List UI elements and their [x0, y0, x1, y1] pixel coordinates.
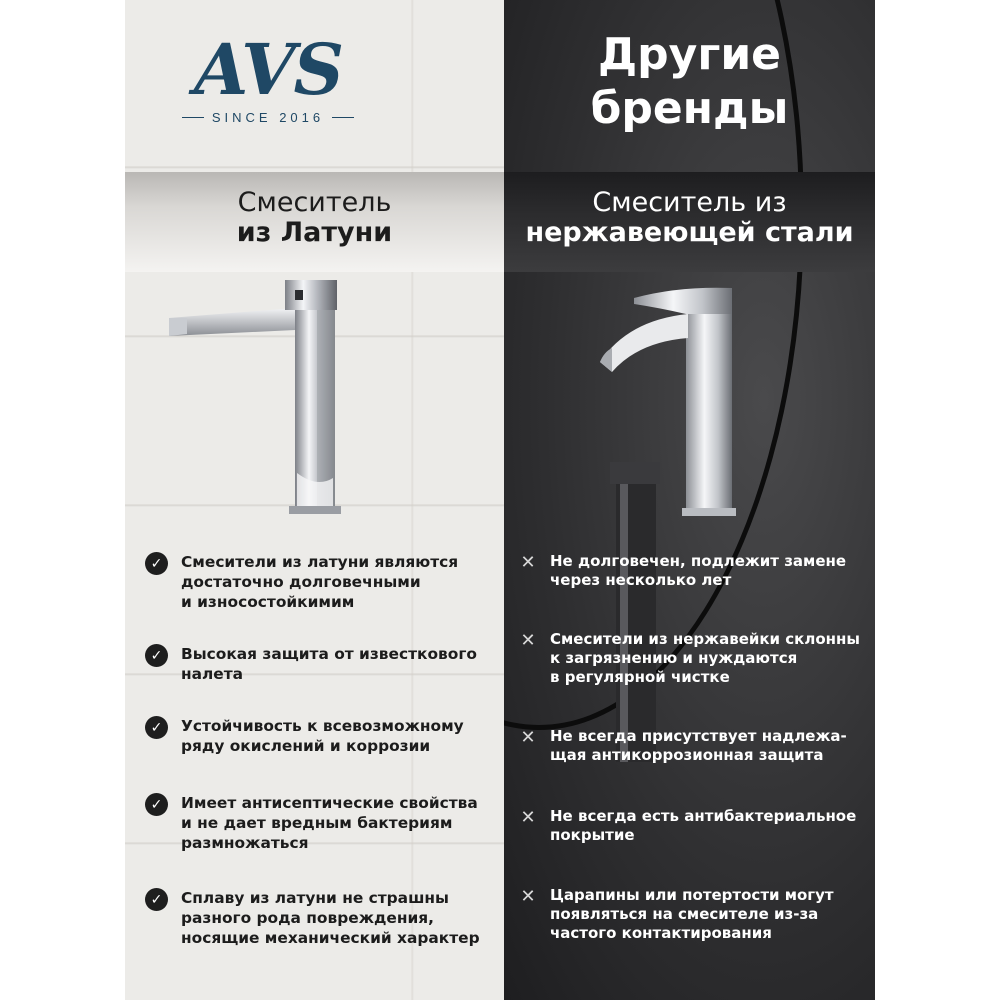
heading-line2: нержавеющей стали — [525, 217, 854, 248]
brass-panel — [125, 0, 504, 1000]
check-icon: ✓ — [145, 552, 168, 575]
other-brands-title — [504, 28, 875, 136]
title-line1: Другие — [597, 29, 782, 80]
item-text: Сплаву из латуни не страшны разного рода повреждения, носящие механический характер — [181, 889, 480, 947]
title-line2: бренды — [590, 83, 789, 134]
heading-line1: Смеситель — [237, 187, 392, 218]
item-text: Смесители из нержавейки склонны к загрязнению и нуждаются в регулярной чистке — [550, 630, 860, 686]
item-text: Не долговечен, подлежит замене через несколько лет — [550, 552, 847, 589]
logo-mark: AVS — [193, 28, 343, 111]
logo-since — [163, 110, 373, 125]
divider — [332, 117, 354, 118]
heading-line1: Смеситель из — [592, 187, 787, 218]
heading-line2: из Латуни — [236, 217, 393, 248]
list-item — [518, 630, 875, 687]
list-item — [518, 552, 875, 590]
steel-panel — [504, 0, 875, 1000]
cross-icon: ✕ — [520, 629, 536, 651]
check-icon: ✓ — [145, 793, 168, 816]
list-item — [518, 727, 875, 765]
check-icon: ✓ — [145, 716, 168, 739]
item-text: Царапины или потертости могут появляться на смесителе из-за частого контактирования — [550, 886, 834, 942]
list-item — [518, 886, 875, 943]
list-item — [145, 716, 495, 756]
list-item — [145, 552, 495, 612]
brass-heading — [125, 188, 504, 248]
item-text: Высокая защита от известкового налета — [181, 645, 477, 683]
cross-icon: ✕ — [520, 726, 536, 748]
item-text: Не всегда есть антибактериальное покрытие — [550, 807, 857, 844]
check-icon: ✓ — [145, 888, 168, 911]
list-item — [145, 644, 495, 684]
cross-icon: ✕ — [520, 551, 536, 573]
steel-faucet-image — [598, 280, 748, 520]
list-item — [145, 793, 495, 853]
cross-icon: ✕ — [520, 806, 536, 828]
avs-logo — [163, 28, 373, 125]
list-item — [145, 888, 495, 948]
item-text: Смесители из латуни являются достаточно долговечными и износостойкимим — [181, 553, 459, 611]
item-text: Не всегда присутствует надлежа- щая антикоррозионная защита — [550, 727, 847, 764]
divider — [182, 117, 204, 118]
steel-heading — [504, 188, 875, 248]
item-text: Устойчивость к всевозможному ряду окислений и коррозии — [181, 717, 464, 755]
brass-faucet-image — [167, 278, 347, 518]
check-icon: ✓ — [145, 644, 168, 667]
since-text: SINCE 2016 — [211, 110, 325, 125]
item-text: Имеет антисептические свойства и не дает вредным бактериям размножаться — [181, 794, 478, 852]
cross-icon: ✕ — [520, 885, 536, 907]
list-item — [518, 807, 875, 845]
